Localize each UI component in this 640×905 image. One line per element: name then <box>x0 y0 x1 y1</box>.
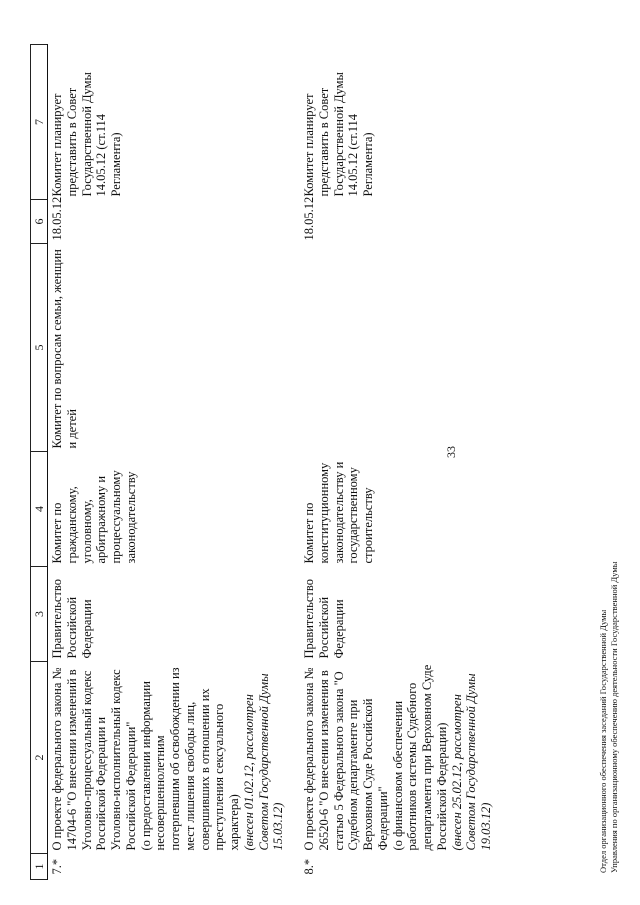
bill-subject: (о предоставлении информации несовершеннолетним потерпевшим об освобождении из мест лишения свободы лиц, совершивших в отношении их преступления сексуального характера) <box>138 667 241 851</box>
bill-title: О проекте федерального закона № 14704-6 "О внесении изменений в Уголовно-процессуальный кодекс Российской Федерации и Уголовно-исполнительный кодекс Российской Федерации" <box>50 667 138 851</box>
bill-title: О проекте федерального закона № 26520-6 "О внесении изменения в статью 5 Федерального закона "О Судебном департаменте при Верховном Суде Российской Федерации" <box>302 667 390 851</box>
bill-description <box>48 662 301 854</box>
bill-note: (внесен 01.02.12, рассмотрен Советом Государственной Думы 15.03.12) <box>241 673 286 851</box>
bill-note: (внесен 25.02.12, рассмотрен Советом Государственной Думы 19.03.12) <box>449 673 493 851</box>
bills-table <box>30 44 508 880</box>
initiator: Правительство Российской Федерации <box>50 579 94 659</box>
row-number: 8.* <box>302 858 316 875</box>
row-number: 7.* <box>50 858 64 875</box>
bill-description <box>300 662 508 854</box>
page-number: 33 <box>444 446 458 458</box>
header-row <box>31 45 48 880</box>
initiator: Правительство Российской Федерации <box>302 579 346 659</box>
responsible-committee: Комитет по конституционному законодательству и государственному строительству <box>302 461 375 564</box>
col-header-5: 5 <box>31 244 48 452</box>
col-header-7: 7 <box>31 45 48 200</box>
co-executor <box>300 244 508 452</box>
remark: Комитет планирует представить в Совет Государственной Думы 14.05.12 (ст.114 Регламента) <box>50 72 123 197</box>
date: 18.05.12 <box>50 196 64 241</box>
col-header-6: 6 <box>31 200 48 244</box>
remark: Комитет планирует представить в Совет Государственной Думы 14.05.12 (ст.114 Регламента) <box>302 72 375 197</box>
date: 18.05.12 <box>302 196 316 241</box>
col-header-1: 1 <box>31 854 48 880</box>
bill-subject: (о финансовом обеспечении работников системы Судебного департамента при Верховном Суде Российской Федерации) <box>390 664 449 851</box>
table-row <box>300 45 508 880</box>
table-row <box>48 45 301 880</box>
col-header-4: 4 <box>31 452 48 567</box>
footer <box>598 562 619 873</box>
footer-line-2: Управления по организационному обеспечению деятельности Государственной Думы <box>608 561 619 873</box>
col-header-3: 3 <box>31 567 48 662</box>
co-executor: Комитет по вопросам семьи, женщин и детей <box>50 249 79 449</box>
col-header-2: 2 <box>31 662 48 854</box>
responsible-committee: Комитет по гражданскому, уголовному, арбитражному и процессуальному законодательству <box>50 470 138 564</box>
footer-line-1: Отдел организационного обеспечения заседаний Государственной Думы <box>598 609 608 873</box>
